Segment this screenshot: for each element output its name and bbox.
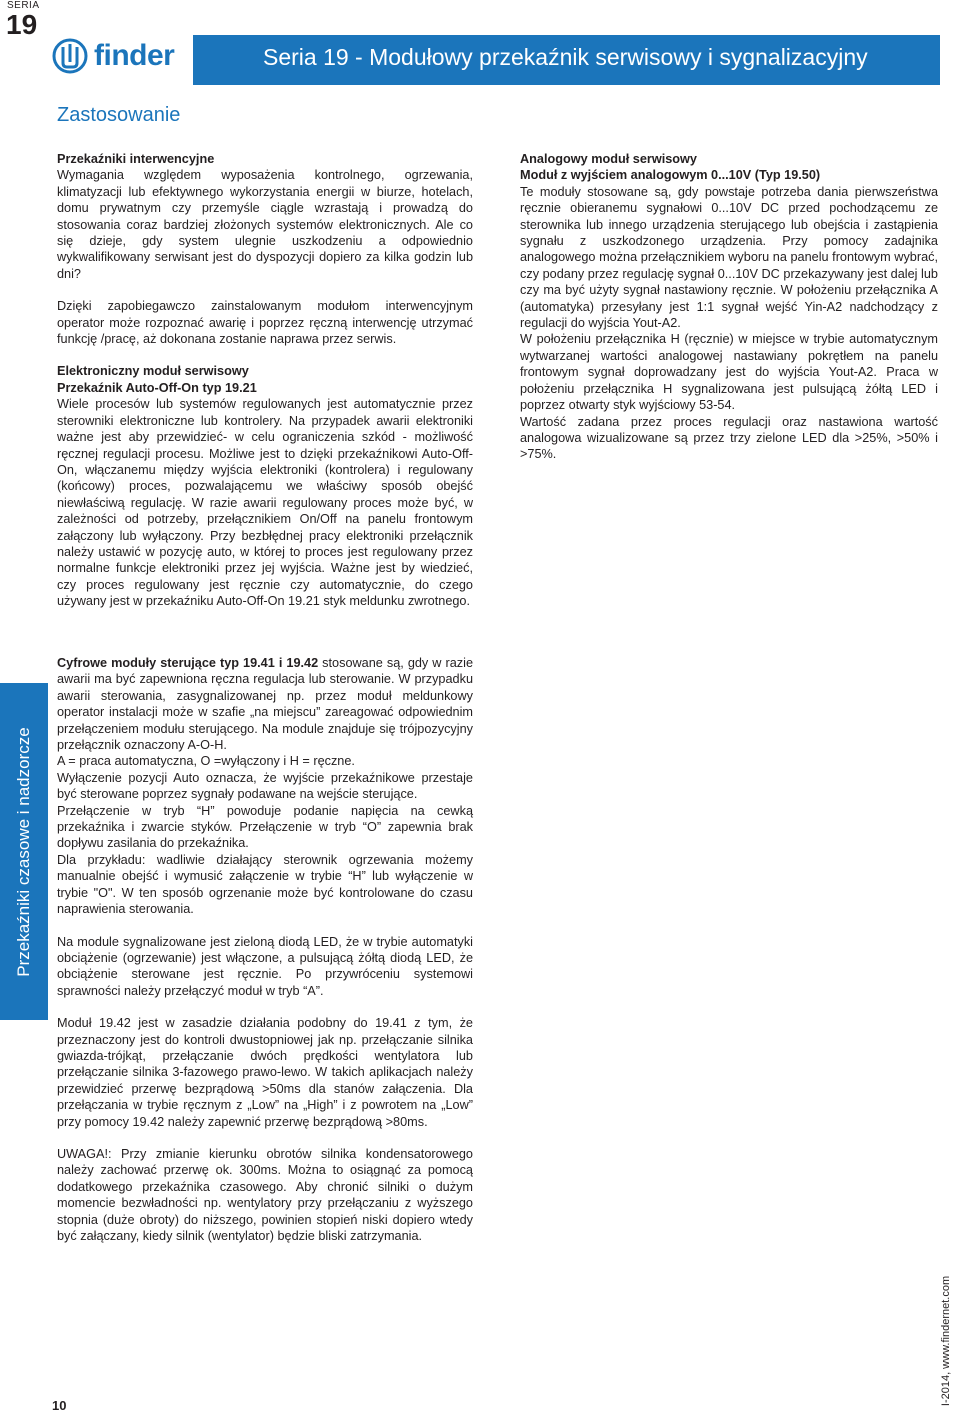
finder-logo bbox=[52, 38, 174, 74]
heading-intervention: Przekaźniki interwencyjne bbox=[57, 152, 215, 166]
page-title: Seria 19 - Modułowy przekaźnik serwisowy i sygnalizacyjny bbox=[263, 44, 868, 70]
left-block-2 bbox=[57, 655, 473, 1244]
paragraph-analog-3: Wartość zadana przez proces regulacji oraz nastawiona wartość analogowa wizualizowane są przez trzy zielone LED dla >25%, >50% i >75%. bbox=[520, 414, 938, 462]
heading-auto-off-on: Przekaźnik Auto-Off-On typ 19.21 bbox=[57, 380, 257, 395]
series-number: 19 bbox=[6, 9, 38, 40]
heading-analog-output: Moduł z wyjściem analogowym 0...10V (Typ 19.50) bbox=[520, 168, 821, 183]
paragraph-led-signal: Na module sygnalizowane jest zieloną diodą LED, że w trybie automatyki obciążenie (ogrzewanie) jest włączone, a pulsującą żółtą diodą LED, że obciążenie sterowane jest ręcznie. Po przywróceniu systemowi sprawności należy przełączyć moduł w tryb “A”. bbox=[57, 934, 473, 998]
paragraph-auto-off: Wyłączenie pozycji Auto oznacza, że wyjście przekaźnikowe przestaje być sterowane poprzez sygnały podawane na wejście sterujące. bbox=[57, 770, 473, 802]
paragraph-mode-h-o: Przełączenie w tryb “H” powoduje podanie napięcia na cewką przekaźnika i zwarcie styków. Przełączenie w tryb “O” zapewnia brak dopływu zasilania do przekaźnika. bbox=[57, 803, 473, 851]
header-bar bbox=[193, 35, 940, 85]
paragraph-analog-1: Te moduły stosowane są, gdy powstaje potrzeba dania pierwszeństwa ręcznie obieranemu sygnałowi 0...10V DC przed pochodzącemu ze sterownika lub innego urządzenia sterującego lub obejścia i zastąpienia sygnału z uszkodzonego urządzenia. Przy pomocy zadajnika analogowego można przełącznikiem wyboru na panelu frontowym wybrać, czy podany przez regulację sygnał 0...10V DC przekazywany jest dalej lub czy ma być użyty sygnał nastawiony ręcznie. W położeniu przełącznika A (automatyka) przesyłany jest 1:1 sygnał wejść Yin-A2 nadchodzący z regulacji do wyjścia Yout-A2. bbox=[520, 184, 938, 331]
brand-name: finder bbox=[94, 39, 175, 72]
sidebar-tab bbox=[0, 683, 48, 1020]
heading-digital-modules: Cyfrowe moduły sterujące typ 19.41 i 19.42 bbox=[57, 656, 319, 670]
paragraph-digital-modules bbox=[57, 655, 473, 753]
right-column bbox=[520, 151, 938, 463]
paragraph-aoh-legend: A = praca automatyczna, O =wyłączony i H = ręczne. bbox=[57, 754, 355, 769]
page-number: 10 bbox=[52, 1398, 67, 1413]
paragraph-module-1942: Moduł 19.42 jest w zasadzie działania podobny do 19.41 z tym, że przeznaczony jest do kontroli dwustopniowej jak np. przełączanie silnika gwiazda-trójkąt, przełączanie dwóch prędkości wentylatora lub przełączanie silnika 3-fazowego prawo-lewo. W takich aplikacjach należy przewidzieć przerwę bezprądową >50ms dla stanów załączenia. Dla przełączania w trybie ręcznym z „Low” na „High” i z powrotem na „Low” przy pomocy 19.42 należy zapewnić przerwę bezprądową >80ms. bbox=[57, 1016, 473, 1129]
paragraph-auto-off-on: Wiele procesów lub systemów regulowanych jest automatycznie przez sterowniki elektroniczne lub kontrolery. Na przypadek awarii elektroniki ważne jest aby przewidzieć- w celu ograniczenia szkód - możliwość ręcznej regulacji procesu. Możliwe jest to dzięki przekaźnikowi Auto-Off-On, włączanemu między wyjścia elektroniki (kontrolera) i regulowany (końcowy) proces, pozwalającemu we właściwy sposób obejść niewłaściwą regulację. W razie awarii regulowany proces może być, w zależności od potrzeby, przełącznikiem On/Off na panelu frontowym załączony lub wyłączony. Przy bezbłędnej pracy elektroniki przełącznik należy ustawić w pozycję auto, w której to proces jest regulowany przez normalne funkcje elektroniki przez jej wyjścia. Ważne jest by wiedzieć, czy proces regulowany jest ręcznie czy automatycznie, do czego używany jest w przekaźniku Auto-Off-On 19.21 styk meldunku zwrotnego. bbox=[57, 397, 473, 609]
paragraph-analog-2: W położeniu przełącznika H (ręcznie) w miejsce w trybie automatycznym wytwarzanej wartości analogowej nastawiany pokrętłem na panelu frontowym sygnał doprowadzany jest do wyjścia Yout-A2. Praca w położeniu przełącznika H sygnalizowana jest pulsującą żółtą LED i poprzez otwarty styk wyjściowy 53-54. bbox=[520, 332, 938, 413]
digital-modules-text: stosowane są, gdy w razie awarii ma być zapewniona ręczna regulacja lub sterowanie. W przypadku awarii sterowania, zasygnalizowanej np. przez moduł meldunkowy operator instalacji może w szafie „na miejscu” zareagować odpowiednim przełączeniem modułu sterującego. Na module znajduje się trójpozycyjny przełącznik oznaczony A-O-H. bbox=[57, 656, 474, 753]
paragraph-intervention-1: Wymagania względem wyposażenia kontrolnego, ogrzewania, klimatyzacji lub efektywnego wykorzystania energii w biurze, hotelach, domu prywatnym czy przemyśle ciągle wzrastają i prowadzą do stosowania coraz bardziej złożonych systemów elektronicznych. Ale co się dzieje, gdy system ulegnie uszkodzeniu a odpowiednio wykwalifikowany serwisant jest do dyspozycji dopiero za kilka godzin lub dni? bbox=[57, 168, 473, 281]
left-block-1 bbox=[57, 151, 473, 610]
heading-analog-module: Analogowy moduł serwisowy bbox=[520, 152, 697, 166]
finder-logo-icon bbox=[52, 38, 88, 74]
series-label: SERIA bbox=[7, 0, 40, 11]
footer-reference: I-2014, www.findernet.com bbox=[940, 1275, 952, 1407]
sidebar-label: Przekaźniki czasowe i nadzorcze bbox=[14, 726, 33, 977]
heading-electronic-module: Elektroniczny moduł serwisowy bbox=[57, 364, 249, 379]
paragraph-intervention-2: Dzięki zapobiegawczo zainstalowanym modułom interwencyjnym operator może rozpoznać awarię i poprzez ręczną interwencję utrzymać funkcję /pracę, aż dokonana zostanie naprawa przez serwis. bbox=[57, 299, 473, 347]
paragraph-warning: UWAGA!: Przy zmianie kierunku obrotów silnika kondensatorowego należy zachować przerwę ok. 300ms. Można to osiągnąć za pomocą dodatkowego przekaźnika czasowego. Aby chronić silniki o dużym momencie bezwładności np. wentylatory przy przełączaniu z wyższego stopnia (duże obroty) do niższego, powinien stopień niski dopiero wtedy być załączany, kiedy silnik (wentylator) będzie bliski zatrzymania. bbox=[57, 1146, 473, 1243]
section-title: Zastosowanie bbox=[57, 104, 181, 126]
paragraph-example: Dla przykładu: wadliwie działający sterownik ogrzewania możemy manualnie obejść i wymusić załączenie w trybie “H” lub wyłączenie w trybie "O". W ten sposób ogrzenanie może być kontrolowane do czasu naprawienia sterowania. bbox=[57, 852, 473, 917]
